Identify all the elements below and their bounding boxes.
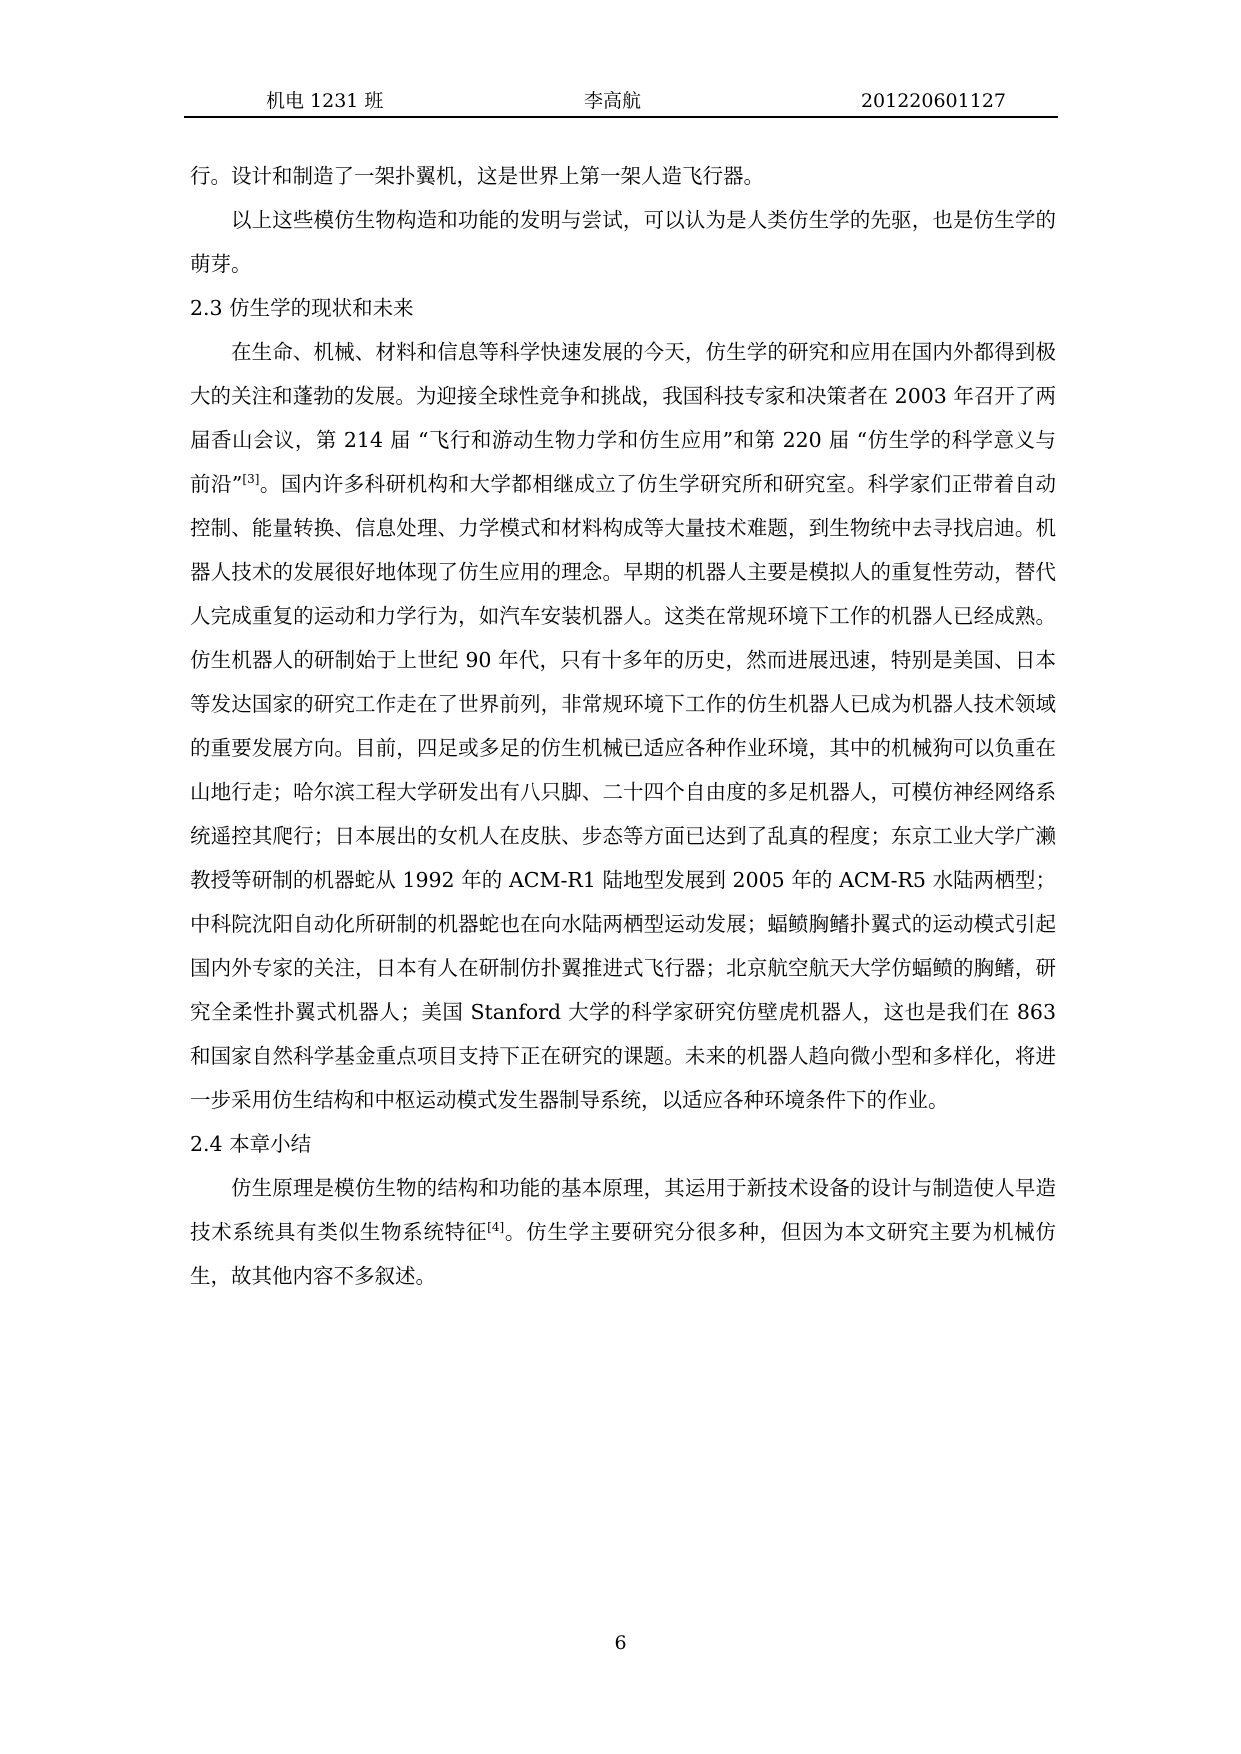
header-class-name: 机电 1231 班 xyxy=(266,90,384,112)
page-number: 6 xyxy=(614,1632,627,1654)
paragraph-continuation: 行。设计和制造了一架扑翼机，这是世界上第一架人造飞行器。 xyxy=(190,164,764,188)
paragraph-text: 在生命、机械、材料和信息等科学快速发展的今天，仿生学的研究和应用在国内外都得到极大的关注和蓬勃的发展。为迎接全球性竞争和挑战，我国科技专家和决策者在 2003 年召开了两届香山会议，第 214 届 “飞行和游动生物力学和仿生应用”和第 220 届 “仿生学的科学意义与前沿” xyxy=(190,340,1056,496)
citation-ref-4: [4] xyxy=(487,1220,505,1235)
document-body xyxy=(190,154,1056,1298)
paragraph-bionics-status xyxy=(190,330,1056,1122)
paragraph-bionics-origin: 以上这些模仿生物构造和功能的发明与尝试，可以认为是人类仿生学的先驱，也是仿生学的萌芽。 xyxy=(190,208,1056,276)
page-header xyxy=(184,86,1058,118)
paragraph-text: 仿生原理是模仿生物的结构和功能的基本原理，其运用于新技术设备的设计与制造使人早造技术系统具有类似生物系统特征 xyxy=(190,1176,1056,1244)
section-heading-2-4: 2.4 本章小结 xyxy=(190,1132,312,1156)
citation-ref-3: [3] xyxy=(242,472,260,487)
paragraph-text: 。国内许多科研机构和大学都相继成立了仿生学研究所和研究室。科学家们正带着自动控制、能量转换、信息处理、力学模式和材料构成等大量技术难题，到生物统中去寻找启迪。机器人技术的发展很好地体现了仿生应用的理念。早期的机器人主要是模拟人的重复性劳动，替代人完成重复的运动和力学行为，如汽车安装机器人。这类在常规环境下工作的机器人已经成熟。仿生机器人的研制始于上世纪 90 年代，只有十多年的历史，然而进展迅速，特别是美国、日本等发达国家的研究工作走在了世界前列，非常规环境下工作的仿生机器人已成为机器人技术领域的重要发展方向。目前，四足或多足的仿生机械已适应各种作业环境，其中的机械狗可以负重在山地行走；哈尔滨工程大学研发出有八只脚、二十四个自由度的多足机器人，可模仿神经网络系统遥控其爬行；日本展出的女机人在皮肤、步态等方面已达到了乱真的程度；东京工业大学广濑教授等研制的机器蛇从 1992 年的 ACM-R1 陆地型发展到 2005 年的 ACM-R5 水陆两栖型；中科院沈阳自动化所研制的机器蛇也在向水陆两栖型运动发展；蝠鲼胸鳍扑翼式的运动模式引起国内外专家的关注，日本有人在研制仿扑翼推进式飞行器；北京航空航天大学仿蝠鲼的胸鳍，研究全柔性扑翼式机器人；美国 Stanford 大学的科学家研究仿壁虎机器人，这也是我们在 863 和国家自然科学基金重点项目支持下正在研究的课题。未来的机器人趋向微小型和多样化，将进一步采用仿生结构和中枢运动模式发生器制导系统，以适应各种环境条件下的作业。 xyxy=(190,472,1056,1112)
paragraph-text: 。仿生学主要研究分很多种，但因为本文研究主要为机械仿生，故其他内容不多叙述。 xyxy=(190,1220,1057,1288)
paragraph-chapter-summary xyxy=(190,1166,1056,1298)
section-heading-2-3: 2.3 仿生学的现状和未来 xyxy=(190,296,414,320)
header-author: 李高航 xyxy=(584,90,642,112)
header-student-id: 201220601127 xyxy=(860,90,1006,112)
